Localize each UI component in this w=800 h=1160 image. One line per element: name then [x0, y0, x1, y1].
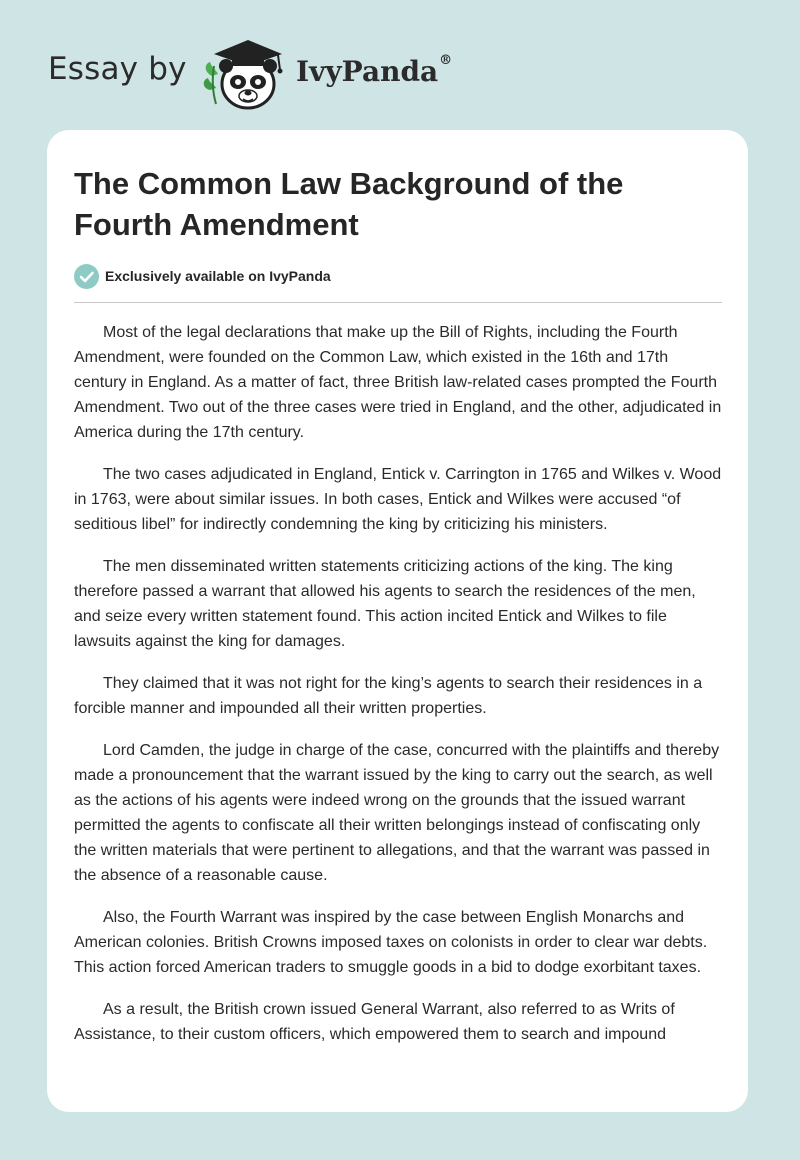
paragraph: The two cases adjudicated in England, Entick v. Carrington in 1765 and Wilkes v. Wood in 1763, were about similar issues. In both cases, Entick and Wilkes were accused “of seditious libel” for indirectly condemning the king by criticizing his ministers.: [74, 466, 722, 533]
divider: [74, 302, 722, 303]
registered-mark: ®: [439, 53, 453, 68]
brand-prefix: Essay by: [48, 51, 187, 87]
paragraph: Most of the legal declarations that make up the Bill of Rights, including the Fourth Amendment, were founded on the Common Law, which existed in the 16th and 17th century in England. As a matter of fact, three British law-related cases prompted the Fourth Amendment. Two out of the three cases were tried in England, and the other, adjudicated in America during the 17th century.: [74, 324, 722, 441]
paragraph: Also, the Fourth Warrant was inspired by the case between English Monarchs and American colonies. British Crowns imposed taxes on colonists in order to clear war debts. This action forced American traders to smuggle goods in a bid to dodge exorbitant taxes.: [74, 909, 708, 976]
panda-logo-icon[interactable]: [198, 32, 294, 112]
exclusive-badge: [74, 263, 331, 289]
site-header: [0, 0, 800, 120]
essay-body: [74, 320, 724, 1064]
paragraph: Lord Camden, the judge in charge of the case, concurred with the plaintiffs and thereby made a pronouncement that the warrant issued by the king to carry out the search, as well as the actions of his agents were indeed wrong on the grounds that the issued warrant permitted the agents to confiscate all their written belongings instead of confiscating only the written materials that were pertinent to allegations, and that the warrant was passed in the absence of a reasonable cause.: [74, 742, 720, 884]
paragraph: They claimed that it was not right for the king’s agents to search their residences in a forcible manner and impounded all their written properties.: [74, 675, 703, 717]
brand-name: IvyPanda®: [296, 53, 453, 88]
exclusive-label: Exclusively available on IvyPanda: [105, 268, 331, 284]
essay-card: [47, 130, 748, 1112]
check-circle-icon: [74, 264, 99, 289]
paragraph: As a result, the British crown issued General Warrant, also referred to as Writs of Assistance, to their custom officers, which empowered them to search and impound: [74, 1001, 675, 1043]
paragraph: The men disseminated written statements criticizing actions of the king. The king therefore passed a warrant that allowed his agents to search the residences of the men, and seize every written statement found. This action incited Entick and Wilkes to file lawsuits against the king for damages.: [74, 558, 696, 650]
page-title: The Common Law Background of the Fourth Amendment: [74, 166, 624, 242]
